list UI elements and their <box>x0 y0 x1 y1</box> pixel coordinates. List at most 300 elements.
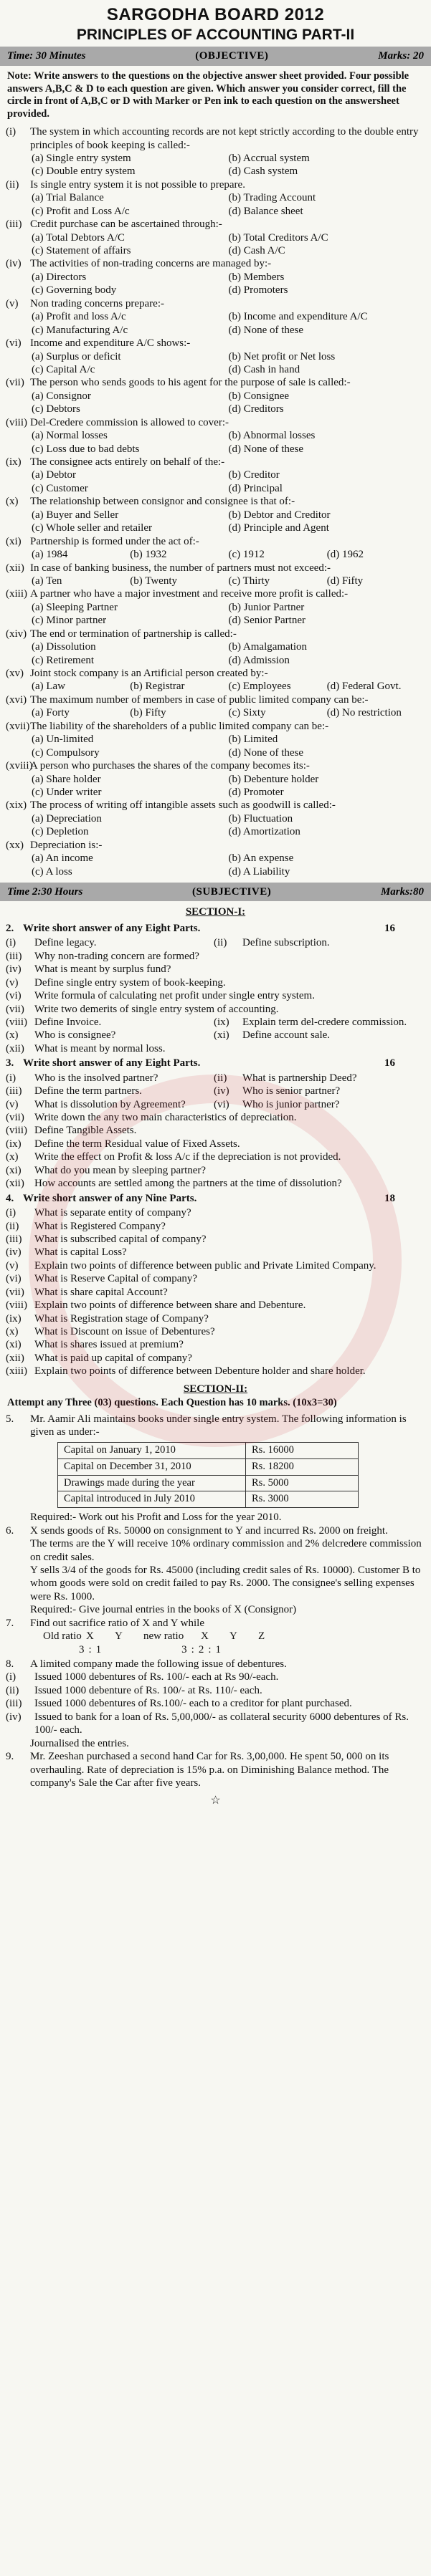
mcq-option: (d) None of these <box>228 324 304 336</box>
mcq-question <box>0 376 431 389</box>
mcq-number: (iii) <box>6 218 22 231</box>
mcq-text: Depreciation is:- <box>30 839 103 851</box>
mcq-question <box>0 693 431 706</box>
q3-part-number: (v) <box>6 1098 19 1110</box>
q8-item-text: Issued to bank for a loan of Rs. 5,00,000/- as collateral security 6000 debentures of Rs. 100/- each. <box>34 1711 409 1736</box>
q7-old-v1: 3 <box>79 1643 85 1655</box>
q4-parts <box>0 1206 431 1378</box>
objective-time: Time: 30 Minutes <box>7 50 86 62</box>
q2-part-row <box>0 936 431 949</box>
q5-table-row <box>58 1442 359 1458</box>
mcq-number: (xiii) <box>6 588 27 600</box>
q3-part-number: (vii) <box>6 1112 24 1124</box>
q8-item <box>0 1671 431 1683</box>
q3-part-text: Define the term Residual value of Fixed Assets. <box>34 1138 240 1150</box>
mcq-option: (b) Junior Partner <box>228 601 305 613</box>
q2-part-number: (viii) <box>6 1016 27 1028</box>
q2-part-row <box>0 1016 431 1029</box>
q8-item-text: Issued 1000 debentures of Rs.100/- each to a creditor for plant purchased. <box>34 1698 352 1710</box>
mcq-option: (b) Limited <box>228 734 278 746</box>
q3-part-number: (xii) <box>6 1178 24 1190</box>
q3-part-text: How accounts are settled among the partners at the time of dissolution? <box>34 1178 342 1190</box>
mcq-text: The activities of non-trading concerns are managed by:- <box>30 258 272 270</box>
q2-part-text: Define subscription. <box>242 937 330 949</box>
mcq-options <box>0 812 431 839</box>
mcq-option: (a) Debtor <box>32 469 77 481</box>
q7-new-sep1: : <box>191 1643 194 1655</box>
q3-part-text: Define Tangible Assets. <box>34 1125 137 1137</box>
q7-new-x: X <box>201 1630 209 1643</box>
mcq-question <box>0 839 431 852</box>
q4-title: Write short answer of any Nine Parts. <box>23 1192 197 1204</box>
mcq-option: (c) A loss <box>32 865 72 878</box>
q5-item-amount: Rs. 5000 <box>246 1475 359 1491</box>
q4-part-text: What is Discount on issue of Debentures? <box>34 1326 215 1338</box>
q7-new-label: new ratio <box>143 1630 184 1643</box>
q2-part-text: Define Invoice. <box>34 1016 102 1028</box>
q4-part-text: Explain two points of difference between share and Debenture. <box>34 1299 306 1312</box>
mcq-text: The end or termination of partnership is called:- <box>30 628 237 640</box>
mcq-option: (b) Consignee <box>228 390 290 402</box>
mcq-number: (xiv) <box>6 628 27 640</box>
mcq-option: (d) Promoter <box>228 786 284 798</box>
q2-part-text: Explain term del-credere commission. <box>242 1016 407 1028</box>
mcq-question <box>0 587 431 600</box>
q4-part <box>0 1220 431 1233</box>
q3-part-text: What do you mean by sleeping partner? <box>34 1164 207 1176</box>
q9-row <box>0 1750 431 1789</box>
q8-footer-row <box>0 1737 431 1750</box>
mcq-options <box>0 706 431 719</box>
mcq-number: (ix) <box>6 456 22 468</box>
mcq-option: (a) Directors <box>32 271 87 283</box>
mcq-option: (c) Customer <box>32 482 88 494</box>
mcq-question <box>0 257 431 270</box>
mcq-option: (b) Net profit or Net loss <box>228 350 336 362</box>
q5-text-row <box>0 1413 431 1439</box>
q5-required: Required:- Work out his Profit and Loss for the year 2010. <box>30 1512 282 1524</box>
q3-part-text: Define the term partners. <box>34 1085 142 1097</box>
q9-text: Mr. Zeeshan purchased a second hand Car for Rs. 3,00,000. He spent 50, 000 on its overhauling. Rate of depreciation is 15% p.a. on Diminishing Balance method. The company's Sale the Car after five years. <box>30 1751 389 1789</box>
q4-part <box>0 1352 431 1365</box>
mcq-options <box>0 509 431 535</box>
q2-parts <box>0 936 431 1055</box>
q2-part <box>6 1016 214 1029</box>
q8-items <box>0 1671 431 1736</box>
mcq-text: The relationship between consignor and consignee is that of:- <box>30 496 295 508</box>
q3-part <box>6 1072 214 1085</box>
mcq-options <box>0 680 431 693</box>
q4-part <box>0 1286 431 1299</box>
mcq-options <box>0 271 431 297</box>
q4-part-number: (ix) <box>6 1312 22 1325</box>
q3-title: Write short answer of any Eight Parts. <box>23 1057 201 1070</box>
q8-item-number: (iii) <box>6 1698 22 1710</box>
q3-marks: 16 <box>384 1057 395 1070</box>
mcq-option: (a) Un-limited <box>32 734 94 746</box>
q2-part <box>0 963 431 976</box>
mcq-number: (xi) <box>6 535 22 547</box>
q3-part <box>0 1138 431 1150</box>
q2-part-text: Define legacy. <box>34 937 97 949</box>
q7-old-y: Y <box>115 1630 123 1643</box>
q8-item-number: (i) <box>6 1671 16 1683</box>
mcq-question <box>0 759 431 772</box>
mcq-number: (x) <box>6 496 19 508</box>
q8-item-number: (ii) <box>6 1684 19 1696</box>
q6-row2 <box>0 1537 431 1564</box>
q3-part <box>0 1111 431 1124</box>
mcq-list <box>0 125 431 878</box>
section2-title: SECTION-II: <box>183 1383 248 1395</box>
mcq-number: (xvi) <box>6 693 27 706</box>
q2-part-text: Who is consignee? <box>34 1029 116 1042</box>
mcq-option: (d) Cash in hand <box>228 363 300 375</box>
q8-item <box>0 1697 431 1710</box>
q8-item <box>0 1711 431 1737</box>
q4-part-number: (vi) <box>6 1273 22 1285</box>
q3-parts <box>0 1072 431 1191</box>
mcq-option: (a) An income <box>32 852 93 865</box>
q3-part <box>214 1098 424 1111</box>
q5-item-amount: Rs. 18200 <box>246 1458 359 1475</box>
mcq-option: (a) Forty <box>32 707 70 719</box>
mcq-option: (c) Sixty <box>228 707 266 719</box>
q4-part-text: What is paid up capital of company? <box>34 1352 192 1364</box>
mcq-text: Del-Credere commission is allowed to cover:- <box>30 416 229 428</box>
mcq-options <box>0 852 431 878</box>
mcq-options <box>0 429 431 456</box>
q7-old-sep: : <box>88 1643 92 1655</box>
mcq-option: (b) Debenture holder <box>228 773 319 785</box>
q2-part <box>0 989 431 1002</box>
q5-item-label: Capital on January 1, 2010 <box>58 1442 246 1458</box>
q2-heading <box>0 921 431 936</box>
q7-old-v2: 1 <box>95 1643 102 1655</box>
section2-note: Attempt any Three (03) questions. Each Question has 10 marks. (10x3=30) <box>7 1397 337 1409</box>
q4-part <box>0 1338 431 1351</box>
mcq-number: (xviii) <box>6 760 33 772</box>
q4-part-number: (iv) <box>6 1246 22 1259</box>
q4-part-number: (xii) <box>6 1352 24 1364</box>
q8-item-text: Issued 1000 debentures of Rs. 100/- each at Rs 90/-each. <box>34 1671 279 1683</box>
q7-row <box>0 1617 431 1630</box>
q3-part <box>0 1164 431 1177</box>
objective-marks: Marks: 20 <box>378 50 424 62</box>
q5-item-amount: Rs. 16000 <box>246 1442 359 1458</box>
mcq-options <box>0 640 431 667</box>
mcq-question <box>0 456 431 468</box>
mcq-text: Non trading concerns prepare:- <box>30 297 165 309</box>
mcq-question <box>0 535 431 548</box>
mcq-text: Credit purchase can be ascertained through:- <box>30 218 222 231</box>
mcq-number: (v) <box>6 297 19 309</box>
q2-number: 2. <box>6 922 14 934</box>
q2-part-number: (xii) <box>6 1042 24 1054</box>
q2-part-number: (vi) <box>6 990 22 1002</box>
q6-row3 <box>0 1564 431 1603</box>
mcq-option: (a) Depreciation <box>32 812 102 825</box>
q4-part-number: (i) <box>6 1207 16 1219</box>
q4-part-number: (iii) <box>6 1233 22 1245</box>
mcq-option: (d) Balance sheet <box>228 205 303 217</box>
mcq-option: (a) Ten <box>32 575 62 587</box>
mcq-option: (d) Cash A/C <box>228 245 285 257</box>
q4-part <box>0 1325 431 1338</box>
mcq-question <box>0 720 431 733</box>
mcq-option: (b) Fifty <box>130 707 166 719</box>
mcq-options <box>0 231 431 258</box>
mcq-question <box>0 562 431 575</box>
q3-part-number: (vi) <box>214 1098 229 1110</box>
q9-number: 9. <box>6 1751 14 1763</box>
q5-table-row <box>58 1458 359 1475</box>
objective-label: (OBJECTIVE) <box>195 50 269 62</box>
q4-part-text: What is separate entity of company? <box>34 1207 191 1219</box>
q2-part-number: (ix) <box>214 1016 229 1028</box>
q7-old-label: Old ratio <box>43 1630 82 1643</box>
q4-heading <box>0 1191 431 1206</box>
mcq-option: (b) Accrual system <box>228 152 310 164</box>
mcq-question <box>0 628 431 640</box>
mcq-text: The process of writing off intangible assets such as goodwill is called:- <box>30 799 336 812</box>
mcq-option: (a) Buyer and Seller <box>32 509 119 521</box>
q5-text: Mr. Aamir Ali maintains books under single entry system. The following information is given as under:- <box>30 1413 407 1438</box>
q2-part <box>214 1029 424 1042</box>
q3-part-number: (viii) <box>6 1125 27 1137</box>
q4-part-number: (v) <box>6 1259 19 1272</box>
mcq-option: (d) Principal <box>228 482 283 494</box>
mcq-option: (d) None of these <box>228 443 304 455</box>
objective-note: Note: Write answers to the questions on the objective answer sheet provided. Four possible answers A,B,C & D to each question are given. Which answer you consider correct, fill the circle in front of A,B,C or D with Marker or Pen ink to each question on the answersheet provided. <box>7 69 409 120</box>
mcq-option: (c) Thirty <box>228 575 270 587</box>
q7-new-v1: 3 <box>181 1643 187 1655</box>
q3-part-number: (iii) <box>6 1085 22 1097</box>
q4-part <box>0 1246 431 1259</box>
q2-part <box>6 1029 214 1042</box>
q4-part-text: What is Reserve Capital of company? <box>34 1273 198 1285</box>
q3-part-number: (iv) <box>214 1085 229 1097</box>
q2-part-text: Write two demerits of single entry system of accounting. <box>34 1003 279 1015</box>
mcq-text: A partner who have a major investment and receive more profit is called:- <box>30 588 349 600</box>
mcq-options <box>0 601 431 628</box>
subjective-band <box>0 883 431 901</box>
mcq-text: Joint stock company is an Artificial person created by:- <box>30 668 268 680</box>
mcq-options <box>0 468 431 495</box>
q4-part <box>0 1312 431 1325</box>
mcq-question <box>0 337 431 350</box>
q8-row <box>0 1658 431 1671</box>
q4-part <box>0 1206 431 1219</box>
mcq-text: Partnership is formed under the act of:- <box>30 535 199 547</box>
mcq-options <box>0 773 431 799</box>
q3-part <box>214 1072 424 1085</box>
mcq-number: (viii) <box>6 416 27 428</box>
q4-part <box>0 1272 431 1285</box>
mcq-options <box>0 733 431 759</box>
mcq-question <box>0 178 431 191</box>
mcq-option: (c) Minor partner <box>32 615 107 627</box>
mcq-option: (d) None of these <box>228 746 304 759</box>
q7-old-x: X <box>86 1630 94 1643</box>
mcq-option: (b) Creditor <box>228 469 280 481</box>
mcq-option: (c) Debtors <box>32 403 80 415</box>
mcq-number: (ii) <box>6 178 19 191</box>
q3-part-number: (ii) <box>214 1072 227 1084</box>
mcq-option: (d) Admission <box>228 654 290 666</box>
board-title: SARGODHA BOARD 2012 <box>106 5 325 24</box>
subjective-label: (SUBJECTIVE) <box>192 886 272 898</box>
q4-part-number: (viii) <box>6 1299 27 1312</box>
q6-row <box>0 1524 431 1537</box>
mcq-number: (vii) <box>6 377 24 389</box>
mcq-option: (c) Capital A/c <box>32 363 95 375</box>
mcq-options <box>0 310 431 337</box>
q3-part <box>0 1124 431 1137</box>
q2-part <box>0 950 431 963</box>
q4-part <box>0 1365 431 1378</box>
q7-new-v2: 2 <box>198 1643 204 1655</box>
mcq-option: (c) Under writer <box>32 786 102 798</box>
q4-part-text: What is share capital Account? <box>34 1286 168 1298</box>
q3-part <box>6 1085 214 1097</box>
section1-title: SECTION-I: <box>185 906 246 918</box>
q2-part-text: What is meant by surplus fund? <box>34 963 171 976</box>
mcq-options <box>0 548 431 561</box>
mcq-text: A person who purchases the shares of the company becomes its:- <box>30 760 310 772</box>
q7-number: 7. <box>6 1617 14 1629</box>
mcq-option: (a) Single entry system <box>32 152 131 164</box>
mcq-option: (b) Registrar <box>130 681 185 693</box>
mcq-option: (c) Retirement <box>32 654 95 666</box>
q2-part-number: (vii) <box>6 1003 24 1015</box>
q3-part-text: Write the effect on Profit & loss A/c if the depreciation is not provided. <box>34 1151 341 1163</box>
q3-part <box>6 1098 214 1111</box>
q2-part-text: Why non-trading concern are formed? <box>34 950 199 962</box>
q6-para2: The terms are the Y will receive 10% ordinary commission and 2% delcredere commission on credit sales. <box>30 1538 422 1563</box>
q3-block <box>0 1055 431 1190</box>
q4-part-text: Explain two points of difference between public and Private Limited Company. <box>34 1259 376 1272</box>
q4-number: 4. <box>6 1192 14 1204</box>
mcq-number: (xvii) <box>6 720 30 732</box>
mcq-text: Income and expenditure A/C shows:- <box>30 337 191 350</box>
q5-table-row <box>58 1491 359 1508</box>
mcq-option: (a) Profit and loss A/c <box>32 311 126 323</box>
q4-part-text: What is capital Loss? <box>34 1246 127 1259</box>
mcq-option: (c) Employees <box>228 681 291 693</box>
mcq-text: In case of banking business, the number of partners must not exceed:- <box>30 562 331 574</box>
mcq-text: The person who sends goods to his agent for the purpose of sale is called:- <box>30 377 351 389</box>
q4-marks: 18 <box>384 1192 395 1204</box>
q4-part-text: What is subscribed capital of company? <box>34 1233 207 1245</box>
q2-block <box>0 921 431 1055</box>
mcq-options <box>0 191 431 218</box>
q5-item-label: Capital introduced in July 2010 <box>58 1491 246 1508</box>
mcq-text: Is single entry system it is not possible to prepare. <box>30 178 245 191</box>
mcq-number: (xii) <box>6 562 24 574</box>
q2-part-text: Define account sale. <box>242 1029 331 1042</box>
mcq-option: (a) Share holder <box>32 773 101 785</box>
q7-new-sep2: : <box>208 1643 212 1655</box>
q4-part <box>0 1233 431 1246</box>
q4-part-text: What is shares issued at premium? <box>34 1339 184 1351</box>
mcq-question <box>0 799 431 812</box>
mcq-option: (c) Whole seller and retailer <box>32 522 152 534</box>
q2-part-number: (xi) <box>214 1029 229 1042</box>
q5-number: 5. <box>6 1413 14 1426</box>
q4-part-number: (xiii) <box>6 1365 27 1378</box>
q4-part-number: (x) <box>6 1326 19 1338</box>
mcq-option: (c) Depletion <box>32 826 89 838</box>
mcq-question <box>0 125 431 152</box>
mcq-option: (b) 1932 <box>130 549 167 561</box>
q3-part-row <box>0 1098 431 1111</box>
mcq-number: (iv) <box>6 258 22 270</box>
mcq-option: (d) 1962 <box>326 549 364 561</box>
mcq-question <box>0 495 431 508</box>
q8-text: A limited company made the following issue of debentures. <box>30 1658 287 1671</box>
q4-part-number: (vii) <box>6 1286 24 1298</box>
mcq-option: (d) Principle and Agent <box>228 522 329 534</box>
q2-part-number: (ii) <box>214 937 227 949</box>
mcq-number: (xv) <box>6 668 24 680</box>
q4-part-text: What is Registration stage of Company? <box>34 1312 209 1325</box>
q2-marks: 16 <box>384 922 395 934</box>
mcq-option: (b) Trading Account <box>228 192 316 204</box>
q7-new-y: Y <box>229 1630 237 1643</box>
mcq-option: (d) Senior Partner <box>228 615 306 627</box>
q3-part-text: Who is the insolved partner? <box>34 1072 158 1084</box>
q2-part-number: (iv) <box>6 963 22 976</box>
q8-item <box>0 1684 431 1697</box>
mcq-options <box>0 390 431 416</box>
q2-part <box>6 936 214 949</box>
q3-part-text: Who is junior partner? <box>242 1098 340 1110</box>
mcq-option: (c) Governing body <box>32 284 117 297</box>
q2-part <box>0 1042 431 1055</box>
mcq-option: (c) Statement of affairs <box>32 245 131 257</box>
q3-part-row <box>0 1085 431 1097</box>
q3-heading <box>0 1055 431 1071</box>
mcq-option: (c) Loss due to bad debts <box>32 443 140 455</box>
mcq-text: The system in which accounting records are not kept strictly according to the double entry principles of book keeping is called:- <box>30 126 419 151</box>
mcq-option: (d) Fifty <box>326 575 364 587</box>
mcq-options <box>0 350 431 377</box>
q2-part-text: Define single entry system of book-keeping. <box>34 976 226 989</box>
q8-item-number: (iv) <box>6 1711 22 1723</box>
q5-required-row <box>0 1511 431 1524</box>
q7-text: Find out sacrifice ratio of X and Y while <box>30 1617 204 1629</box>
mcq-number: (vi) <box>6 337 22 350</box>
mcq-option: (d) Promoters <box>228 284 288 297</box>
q5-table-row <box>58 1475 359 1491</box>
q3-part-text: What is partnership Deed? <box>242 1072 357 1084</box>
mcq-option: (c) Compulsory <box>32 746 100 759</box>
q5-item-label: Capital on December 31, 2010 <box>58 1458 246 1475</box>
mcq-options <box>0 575 431 587</box>
q3-part-text: Who is senior partner? <box>242 1085 341 1097</box>
q3-part-number: (i) <box>6 1072 16 1084</box>
q8-item-text: Issued 1000 debenture of Rs. 100/- at Rs. 110/- each. <box>34 1684 262 1696</box>
mcq-option: (d) Creditors <box>228 403 284 415</box>
q2-part-text: Write formula of calculating net profit under single entry system. <box>34 990 315 1002</box>
mcq-option: (a) Trial Balance <box>32 192 104 204</box>
mcq-option: (b) Total Creditors A/C <box>228 231 328 244</box>
mcq-option: (d) Cash system <box>228 165 298 178</box>
mcq-option: (c) Profit and Loss A/c <box>32 205 130 217</box>
mcq-option: (a) Total Debtors A/C <box>32 231 125 244</box>
mcq-option: (b) Debtor and Creditor <box>228 509 331 521</box>
